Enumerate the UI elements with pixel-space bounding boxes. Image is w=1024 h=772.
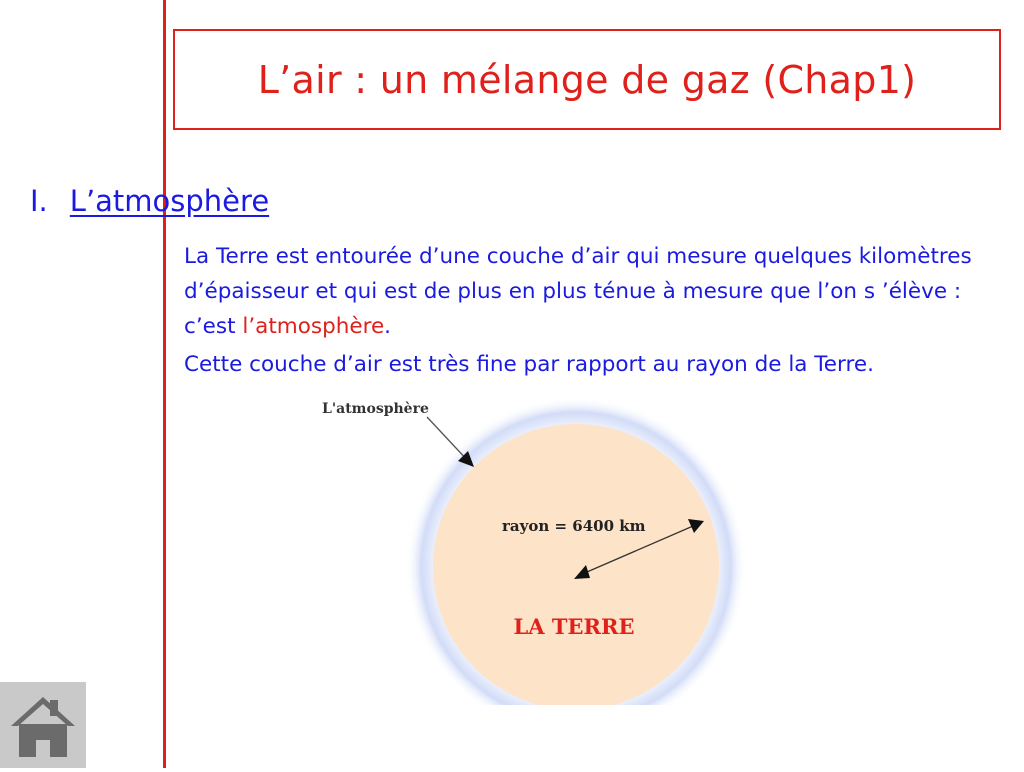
- section-title: L’atmosphère: [69, 184, 270, 218]
- earth-disc: [433, 424, 719, 705]
- paragraph-1-end: .: [384, 314, 392, 339]
- title-box: [173, 29, 1001, 130]
- paragraph-1-text: La Terre est entourée d’une couche d’air qui mesure quelques kilomètres d’épaisseur et qui est de plus en plus ténue à mesure que l’on s ’élève : c’est: [184, 244, 972, 339]
- page-title: L’air : un mélange de gaz (Chap1): [257, 57, 917, 102]
- paragraph-2: Cette couche d’air est très fine par rapport au rayon de la Terre.: [184, 352, 874, 377]
- earth-label: LA TERRE: [513, 614, 635, 639]
- paragraph-1: [184, 239, 1004, 344]
- radius-label: rayon = 6400 km: [502, 517, 646, 535]
- home-button[interactable]: [0, 682, 86, 768]
- section-number: I.: [30, 184, 48, 218]
- paragraph-1-highlight: l’atmosphère: [242, 314, 385, 339]
- section-heading: [30, 184, 269, 218]
- margin-line: [163, 0, 166, 768]
- atmosphere-label: L'atmosphère: [322, 401, 429, 417]
- earth-diagram: [290, 385, 750, 705]
- body-text: [184, 239, 1004, 382]
- home-icon: [0, 682, 86, 768]
